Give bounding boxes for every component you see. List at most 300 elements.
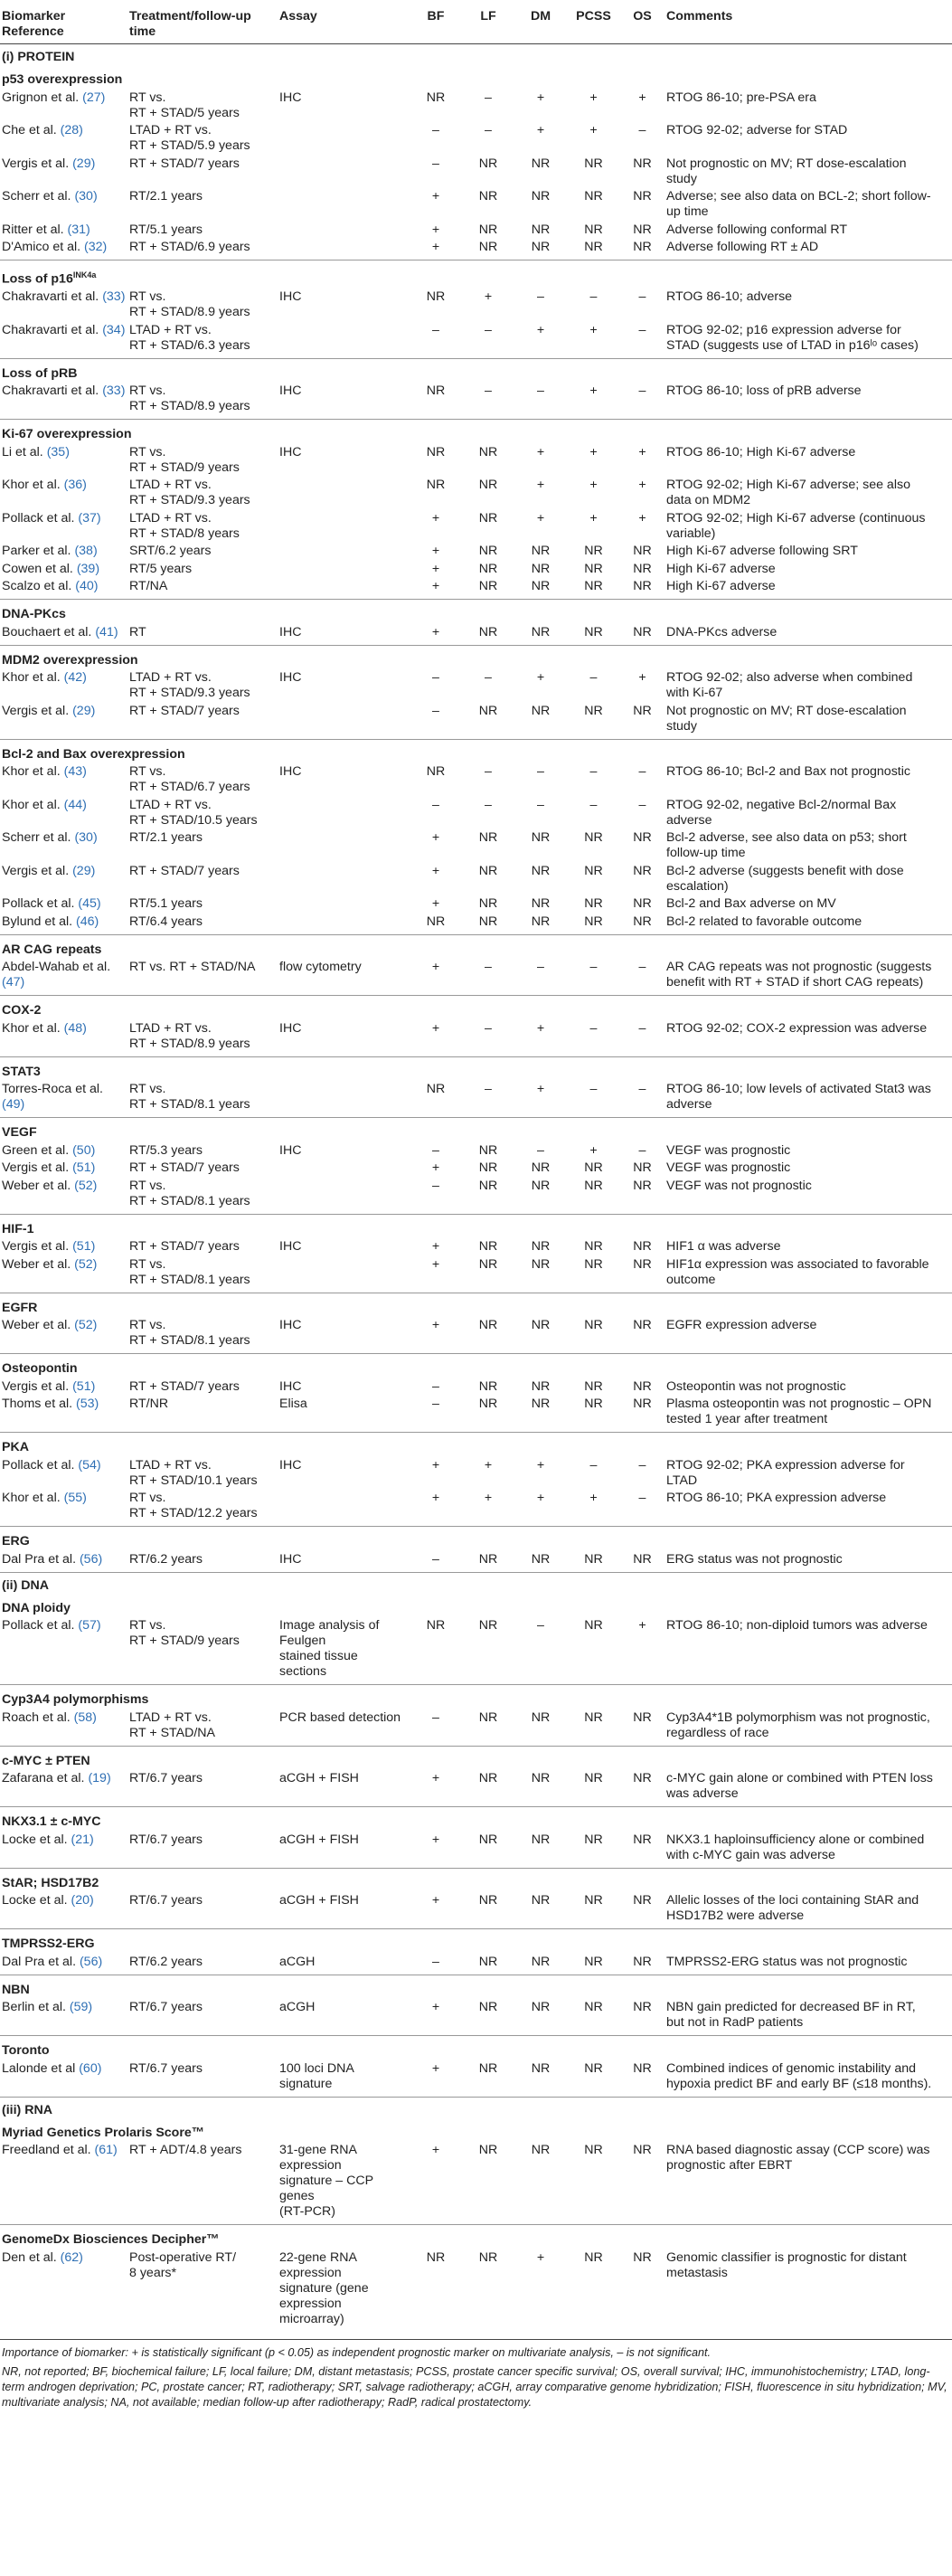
- table-footnotes: [0, 2339, 952, 2410]
- reference-link[interactable]: (57): [78, 1618, 101, 1634]
- group-row: [0, 1975, 952, 1998]
- pcss-cell: –: [589, 797, 598, 812]
- bf-cell: +: [431, 863, 440, 878]
- reference-author: Abdel-Wahab et al.: [2, 960, 111, 975]
- reference-cell: [0, 220, 127, 238]
- table-row: [0, 1377, 952, 1395]
- pcss-cell: NR: [584, 863, 603, 878]
- bf-cell: NR: [426, 1082, 446, 1097]
- bf-cell: +: [431, 544, 440, 559]
- group-title: [0, 1293, 952, 1316]
- comments-cell: RTOG 86-10; Bcl-2 and Bax not prognostic: [666, 764, 910, 780]
- reference-author: Vergis et al.: [2, 1239, 73, 1255]
- table-row: [0, 88, 952, 121]
- treatment-cell: LTAD + RT vs. RT + STAD/6.3 years: [129, 322, 250, 353]
- dm-cell: NR: [531, 1397, 551, 1412]
- comments-cell: Adverse following RT ± AD: [666, 240, 819, 254]
- assay-cell: IHC: [279, 289, 302, 305]
- group-title: [0, 2225, 952, 2249]
- group-title: [0, 1214, 952, 1237]
- comments-cell: Bcl-2 adverse (suggests benefit with dose escalation): [666, 863, 904, 894]
- assay-cell: aCGH + FISH: [279, 1832, 359, 1847]
- comments-cell: RTOG 92-02; adverse for STAD: [666, 123, 848, 137]
- reference-author: Khor et al.: [2, 1491, 64, 1506]
- table-row: [0, 958, 952, 996]
- table-row: [0, 1080, 952, 1118]
- lf-cell: NR: [478, 1551, 498, 1567]
- dm-cell: NR: [531, 561, 551, 576]
- comments-cell: RTOG 92-02; COX-2 expression was adverse: [666, 1020, 928, 1036]
- group-row: [0, 996, 952, 1019]
- group-title: [0, 1975, 952, 1998]
- reference-link[interactable]: (55): [63, 1491, 87, 1506]
- reference-link[interactable]: (47): [2, 975, 25, 990]
- reference-link[interactable]: (53): [76, 1397, 99, 1412]
- os-cell: NR: [633, 156, 652, 171]
- comments-cell: Bcl-2 adverse, see also data on p53; short follow-up time: [666, 830, 907, 861]
- reference-link[interactable]: (33): [102, 384, 126, 399]
- bf-cell: NR: [426, 478, 446, 493]
- reference-link[interactable]: (30): [74, 189, 98, 204]
- reference-cell: [0, 1549, 127, 1572]
- lf-cell: +: [484, 1491, 493, 1506]
- table-row: [0, 622, 952, 645]
- pcss-cell: –: [589, 1020, 598, 1036]
- comments-cell: RTOG 92-02; PKA expression adverse for LTAD: [666, 1457, 905, 1488]
- bf-cell: NR: [426, 444, 446, 459]
- group-title: [0, 645, 952, 668]
- group-row: [0, 1527, 952, 1550]
- reference-author: D'Amico et al.: [2, 240, 85, 254]
- reference-link[interactable]: (43): [63, 764, 87, 780]
- reference-link[interactable]: (60): [79, 2060, 102, 2076]
- os-cell: NR: [633, 222, 652, 237]
- dm-cell: NR: [531, 1318, 551, 1333]
- reference-cell: [0, 1952, 127, 1975]
- reference-cell: [0, 1237, 127, 1255]
- table-row: [0, 1141, 952, 1159]
- assay-cell: IHC: [279, 1378, 302, 1394]
- reference-author: Pollack et al.: [2, 1457, 79, 1473]
- reference-author: Locke et al.: [2, 1893, 71, 1908]
- os-cell: –: [638, 1020, 646, 1036]
- pcss-cell: +: [589, 384, 598, 399]
- reference-link[interactable]: (42): [63, 670, 87, 686]
- group-name: Osteopontin: [2, 1361, 78, 1377]
- treatment-cell: SRT/6.2 years: [129, 544, 212, 559]
- bf-cell: –: [432, 1954, 439, 1969]
- reference-link[interactable]: (29): [72, 863, 96, 878]
- section-title: (ii) DNA: [0, 1572, 952, 1594]
- table-row: [0, 1018, 952, 1056]
- header-dm: DM: [530, 9, 551, 24]
- bf-cell: +: [431, 1160, 440, 1176]
- comments-cell: NKX3.1 haploinsufficiency alone or combined with c-MYC gain was adverse: [666, 1832, 925, 1862]
- comments-cell: Adverse; see also data on BCL-2; short follow- up time: [666, 189, 931, 219]
- os-cell: NR: [633, 1551, 652, 1567]
- reference-link[interactable]: (50): [72, 1142, 96, 1158]
- group-row: [0, 645, 952, 668]
- reference-link[interactable]: (52): [74, 1256, 98, 1272]
- os-cell: –: [638, 123, 646, 137]
- reference-link[interactable]: (56): [79, 1551, 103, 1567]
- table-row: [0, 238, 952, 260]
- group-row: [0, 1354, 952, 1378]
- group-name: TMPRSS2-ERG: [2, 1937, 95, 1952]
- pcss-cell: –: [589, 764, 598, 780]
- pcss-cell: NR: [584, 2060, 603, 2076]
- table-row: [0, 577, 952, 600]
- reference-author: Grignon et al.: [2, 90, 83, 105]
- group-title: [0, 1527, 952, 1550]
- os-cell: –: [638, 289, 646, 305]
- reference-link[interactable]: (62): [60, 2249, 83, 2265]
- reference-link[interactable]: (51): [72, 1378, 96, 1394]
- table-row: [0, 701, 952, 739]
- pcss-cell: –: [589, 1082, 598, 1097]
- treatment-cell: RT + STAD/7 years: [129, 1160, 240, 1176]
- os-cell: +: [638, 670, 646, 686]
- comments-cell: HIF1α expression was associated to favorable outcome: [666, 1256, 929, 1287]
- os-cell: –: [638, 1082, 646, 1097]
- assay-cell: aCGH: [279, 1954, 316, 1969]
- table-row: [0, 476, 952, 509]
- reference-cell: [0, 1769, 127, 1807]
- dm-cell: +: [536, 1082, 545, 1097]
- assay-cell: aCGH + FISH: [279, 1771, 359, 1786]
- pcss-cell: NR: [584, 896, 603, 912]
- dm-cell: NR: [531, 240, 551, 254]
- dm-cell: NR: [531, 544, 551, 559]
- footnote-abbreviations: NR, not reported; BF, biochemical failure; LF, local failure; DM, distant metastasis; PCSS, prostate cancer specific survival; OS, overall survival; IHC, immunohistochemistry; LTAD, long-term androgen deprivation; PC, prostate cancer; RT, radiotherapy; SRT, salvage radiotherapy; aCGH, array comparative genome hybridization; FISH, fluorescence in situ hybridization; MV, multivariate analysis; NA, not available; median follow-up after radiotherapy; RadP, radical prostatectomy.: [2, 2364, 947, 2409]
- reference-cell: [0, 895, 127, 913]
- lf-cell: +: [484, 1457, 493, 1473]
- group-row: [0, 1868, 952, 1891]
- comments-cell: RTOG 92-02; High Ki-67 adverse; see also data on MDM2: [666, 478, 910, 508]
- comments-cell: RNA based diagnostic assay (CCP score) was prognostic after EBRT: [666, 2143, 930, 2174]
- table-row: [0, 1176, 952, 1214]
- pcss-cell: NR: [584, 1954, 603, 1969]
- group-name: AR CAG repeats: [2, 942, 102, 957]
- group-row: [0, 2036, 952, 2060]
- reference-link[interactable]: (37): [78, 510, 101, 526]
- reference-cell: [0, 1489, 127, 1527]
- treatment-cell: RT/6.2 years: [129, 1954, 203, 1969]
- reference-author: Zafarana et al.: [2, 1771, 89, 1786]
- comments-cell: RTOG 86-10; PKA expression adverse: [666, 1491, 887, 1506]
- group-name: Ki-67 overexpression: [2, 427, 132, 442]
- comments-cell: High Ki-67 adverse: [666, 579, 776, 594]
- reference-link[interactable]: (41): [95, 624, 118, 639]
- pcss-cell: NR: [584, 1893, 603, 1908]
- assay-cell: [278, 559, 410, 577]
- os-cell: NR: [633, 189, 652, 204]
- group-row: [0, 1746, 952, 1769]
- group-name: Loss of pRB: [2, 365, 78, 381]
- reference-link[interactable]: (58): [73, 1709, 97, 1725]
- assay-cell: flow cytometry: [279, 960, 362, 975]
- lf-cell: NR: [478, 1618, 498, 1634]
- table-row: [0, 154, 952, 187]
- reference-link[interactable]: (46): [76, 914, 99, 929]
- os-cell: NR: [633, 896, 652, 912]
- reference-link[interactable]: (61): [94, 2143, 118, 2158]
- reference-link[interactable]: (44): [63, 797, 87, 812]
- assay-cell: [278, 1489, 410, 1527]
- reference-link[interactable]: (33): [102, 289, 126, 305]
- assay-cell: [278, 220, 410, 238]
- reference-cell: [0, 320, 127, 358]
- treatment-cell: RT/NR: [129, 1397, 169, 1412]
- os-cell: NR: [633, 1709, 652, 1725]
- table-row: [0, 668, 952, 702]
- comments-cell: Adverse following conformal RT: [666, 222, 848, 237]
- bf-cell: +: [431, 2143, 440, 2158]
- reference-author: Che et al.: [2, 123, 61, 137]
- table-row: [0, 559, 952, 577]
- reference-author: Vergis et al.: [2, 1160, 73, 1176]
- bf-cell: NR: [426, 914, 446, 929]
- header-bf: BF: [427, 9, 445, 24]
- reference-link[interactable]: (28): [60, 123, 83, 137]
- treatment-cell: LTAD + RT vs. RT + STAD/10.5 years: [129, 797, 258, 828]
- comments-cell: VEGF was prognostic: [666, 1160, 791, 1176]
- treatment-cell: RT vs. RT + STAD/6.7 years: [129, 764, 250, 795]
- reference-link[interactable]: (35): [46, 444, 70, 459]
- pcss-cell: NR: [584, 830, 603, 846]
- reference-author: Bouchaert et al.: [2, 624, 96, 639]
- bf-cell: –: [432, 670, 439, 686]
- bf-cell: +: [431, 1832, 440, 1847]
- group-title: [0, 1118, 952, 1141]
- lf-cell: –: [485, 1020, 492, 1036]
- assay-cell: Elisa: [279, 1397, 307, 1412]
- reference-author: Pollack et al.: [2, 1618, 79, 1634]
- comments-cell: ERG status was not prognostic: [666, 1551, 843, 1567]
- os-cell: +: [638, 510, 646, 526]
- table-row: [0, 442, 952, 476]
- reference-cell: [0, 121, 127, 155]
- reference-link[interactable]: (21): [71, 1832, 94, 1847]
- reference-link[interactable]: (59): [69, 2000, 93, 2015]
- table-row: [0, 1316, 952, 1354]
- pcss-cell: NR: [584, 914, 603, 929]
- os-cell: NR: [633, 1378, 652, 1394]
- group-row: [0, 934, 952, 958]
- reference-link[interactable]: (45): [78, 896, 101, 912]
- reference-link[interactable]: (20): [71, 1893, 94, 1908]
- lf-cell: NR: [478, 2143, 498, 2158]
- group-name: PKA: [2, 1440, 29, 1455]
- lf-cell: NR: [478, 2249, 498, 2265]
- group-name: NBN: [2, 1982, 30, 1997]
- reference-link[interactable]: (49): [2, 1097, 25, 1113]
- table-row: [0, 542, 952, 560]
- group-name: DNA ploidy: [2, 1600, 71, 1615]
- reference-cell: [0, 476, 127, 509]
- reference-link[interactable]: (38): [74, 544, 98, 559]
- pcss-cell: NR: [584, 1397, 603, 1412]
- dm-cell: –: [537, 1142, 544, 1158]
- pcss-cell: –: [589, 960, 598, 975]
- reference-link[interactable]: (29): [72, 703, 96, 718]
- reference-cell: [0, 1159, 127, 1177]
- reference-author: Scherr et al.: [2, 189, 75, 204]
- os-cell: –: [638, 1142, 646, 1158]
- os-cell: NR: [633, 1239, 652, 1255]
- assay-cell: IHC: [279, 1142, 302, 1158]
- assay-cell: [278, 912, 410, 934]
- pcss-cell: +: [589, 510, 598, 526]
- os-cell: NR: [633, 579, 652, 594]
- table-row: [0, 320, 952, 358]
- table-row: [0, 1159, 952, 1177]
- treatment-cell: RT vs. RT + STAD/8.1 years: [129, 1256, 250, 1287]
- reference-author: Weber et al.: [2, 1256, 75, 1272]
- treatment-cell: LTAD + RT vs. RT + STAD/9.3 years: [129, 478, 250, 508]
- treatment-cell: RT vs. RT + STAD/NA: [129, 960, 256, 975]
- lf-cell: NR: [478, 1318, 498, 1333]
- os-cell: +: [638, 444, 646, 459]
- reference-author: Pollack et al.: [2, 510, 79, 526]
- os-cell: NR: [633, 1178, 652, 1193]
- reference-link[interactable]: (29): [72, 156, 96, 171]
- reference-link[interactable]: (36): [63, 478, 87, 493]
- reference-link[interactable]: (30): [74, 830, 98, 846]
- lf-cell: NR: [478, 1142, 498, 1158]
- bf-cell: +: [431, 960, 440, 975]
- dm-cell: NR: [531, 1551, 551, 1567]
- os-cell: –: [638, 384, 646, 399]
- os-cell: +: [638, 1618, 646, 1634]
- group-row: [0, 1433, 952, 1456]
- treatment-cell: RT/2.1 years: [129, 189, 203, 204]
- reference-link[interactable]: (48): [63, 1020, 87, 1036]
- reference-link[interactable]: (39): [76, 561, 100, 576]
- table-row: [0, 1395, 952, 1433]
- bf-cell: +: [431, 2000, 440, 2015]
- assay-cell: [278, 476, 410, 509]
- reference-link[interactable]: (51): [72, 1160, 96, 1176]
- assay-cell: IHC: [279, 1457, 302, 1473]
- reference-author: Weber et al.: [2, 1318, 75, 1333]
- lf-cell: NR: [478, 444, 498, 459]
- lf-cell: –: [485, 1082, 492, 1097]
- table-row: [0, 2248, 952, 2332]
- assay-cell: [278, 121, 410, 155]
- pcss-cell: NR: [584, 561, 603, 576]
- os-cell: NR: [633, 863, 652, 878]
- table-row: [0, 1489, 952, 1527]
- lf-cell: NR: [478, 1771, 498, 1786]
- os-cell: NR: [633, 544, 652, 559]
- assay-cell: IHC: [279, 444, 302, 459]
- table-body: [0, 44, 952, 2332]
- os-cell: –: [638, 764, 646, 780]
- reference-cell: [0, 187, 127, 221]
- reference-cell: [0, 1377, 127, 1395]
- assay-cell: IHC: [279, 624, 302, 639]
- footnote-significance: Importance of biomarker: + is statistically significant (p < 0.05) as independent prognostic marker on multivariate analysis, – is not significant.: [2, 2345, 711, 2359]
- group-row: [0, 358, 952, 382]
- reference-link[interactable]: (31): [67, 222, 90, 237]
- reference-link[interactable]: (54): [78, 1457, 101, 1473]
- reference-link[interactable]: (27): [82, 90, 106, 105]
- treatment-cell: RT vs. RT + STAD/8.9 years: [129, 289, 250, 320]
- comments-cell: Bcl-2 and Bax adverse on MV: [666, 896, 836, 912]
- header-comments: Comments: [666, 9, 733, 24]
- lf-cell: NR: [478, 156, 498, 171]
- lf-cell: –: [485, 90, 492, 105]
- table-row: [0, 2059, 952, 2097]
- treatment-cell: LTAD + RT vs. RT + STAD/8.9 years: [129, 1020, 250, 1051]
- reference-cell: [0, 1018, 127, 1056]
- comments-cell: Combined indices of genomic instability and hypoxia predict BF and early BF (≤18 months).: [666, 2060, 932, 2091]
- table-row: [0, 1255, 952, 1293]
- pcss-cell: NR: [584, 544, 603, 559]
- bf-cell: +: [431, 2060, 440, 2076]
- reference-link[interactable]: (52): [74, 1318, 98, 1333]
- reference-link[interactable]: (34): [102, 322, 126, 337]
- lf-cell: NR: [478, 189, 498, 204]
- treatment-cell: RT + ADT/4.8 years: [129, 2143, 242, 2158]
- table-row: [0, 382, 952, 420]
- group-row: [0, 1214, 952, 1237]
- bf-cell: NR: [426, 90, 446, 105]
- assay-cell: 31-gene RNA expression signature – CCP genes (RT-PCR): [279, 2143, 373, 2220]
- dm-cell: NR: [531, 2060, 551, 2076]
- comments-cell: RTOG 86-10; loss of pRB adverse: [666, 384, 862, 399]
- treatment-cell: RT/6.7 years: [129, 1771, 203, 1786]
- assay-cell: 100 loci DNA signature: [279, 2060, 354, 2091]
- reference-link[interactable]: (32): [84, 240, 108, 254]
- treatment-cell: RT/5.1 years: [129, 896, 203, 912]
- treatment-cell: RT + STAD/7 years: [129, 863, 240, 878]
- assay-cell: [278, 187, 410, 221]
- dm-cell: +: [536, 510, 545, 526]
- dm-cell: –: [537, 384, 544, 399]
- dm-cell: NR: [531, 2000, 551, 2015]
- comments-cell: Bcl-2 related to favorable outcome: [666, 914, 862, 929]
- reference-link[interactable]: (56): [79, 1954, 103, 1969]
- treatment-cell: RT/2.1 years: [129, 830, 203, 846]
- reference-cell: [0, 508, 127, 542]
- reference-link[interactable]: (40): [75, 579, 99, 594]
- comments-cell: RTOG 86-10; High Ki-67 adverse: [666, 444, 856, 459]
- group-title: [0, 260, 952, 288]
- assay-cell: aCGH + FISH: [279, 1893, 359, 1908]
- reference-link[interactable]: (52): [74, 1178, 98, 1193]
- group-name: GenomeDx Biosciences Decipher™: [2, 2232, 220, 2248]
- table-row: [0, 1830, 952, 1868]
- comments-cell: RTOG 86-10; pre-PSA era: [666, 90, 816, 105]
- lf-cell: NR: [478, 624, 498, 639]
- reference-author: Thoms et al.: [2, 1397, 77, 1412]
- bf-cell: NR: [426, 2249, 446, 2265]
- comments-cell: RTOG 92-02; p16 expression adverse for STAD (suggests use of LTAD in p16ˡᵒ cases): [666, 322, 919, 353]
- bf-cell: +: [431, 579, 440, 594]
- comments-cell: HIF1 α was adverse: [666, 1239, 781, 1255]
- dm-cell: +: [536, 478, 545, 493]
- lf-cell: –: [485, 123, 492, 137]
- group-title: [0, 1594, 952, 1616]
- reference-link[interactable]: (51): [72, 1239, 96, 1255]
- reference-author: Khor et al.: [2, 478, 64, 493]
- bf-cell: +: [431, 1318, 440, 1333]
- reference-link[interactable]: (19): [88, 1771, 111, 1786]
- os-cell: NR: [633, 1893, 652, 1908]
- pcss-cell: +: [589, 1142, 598, 1158]
